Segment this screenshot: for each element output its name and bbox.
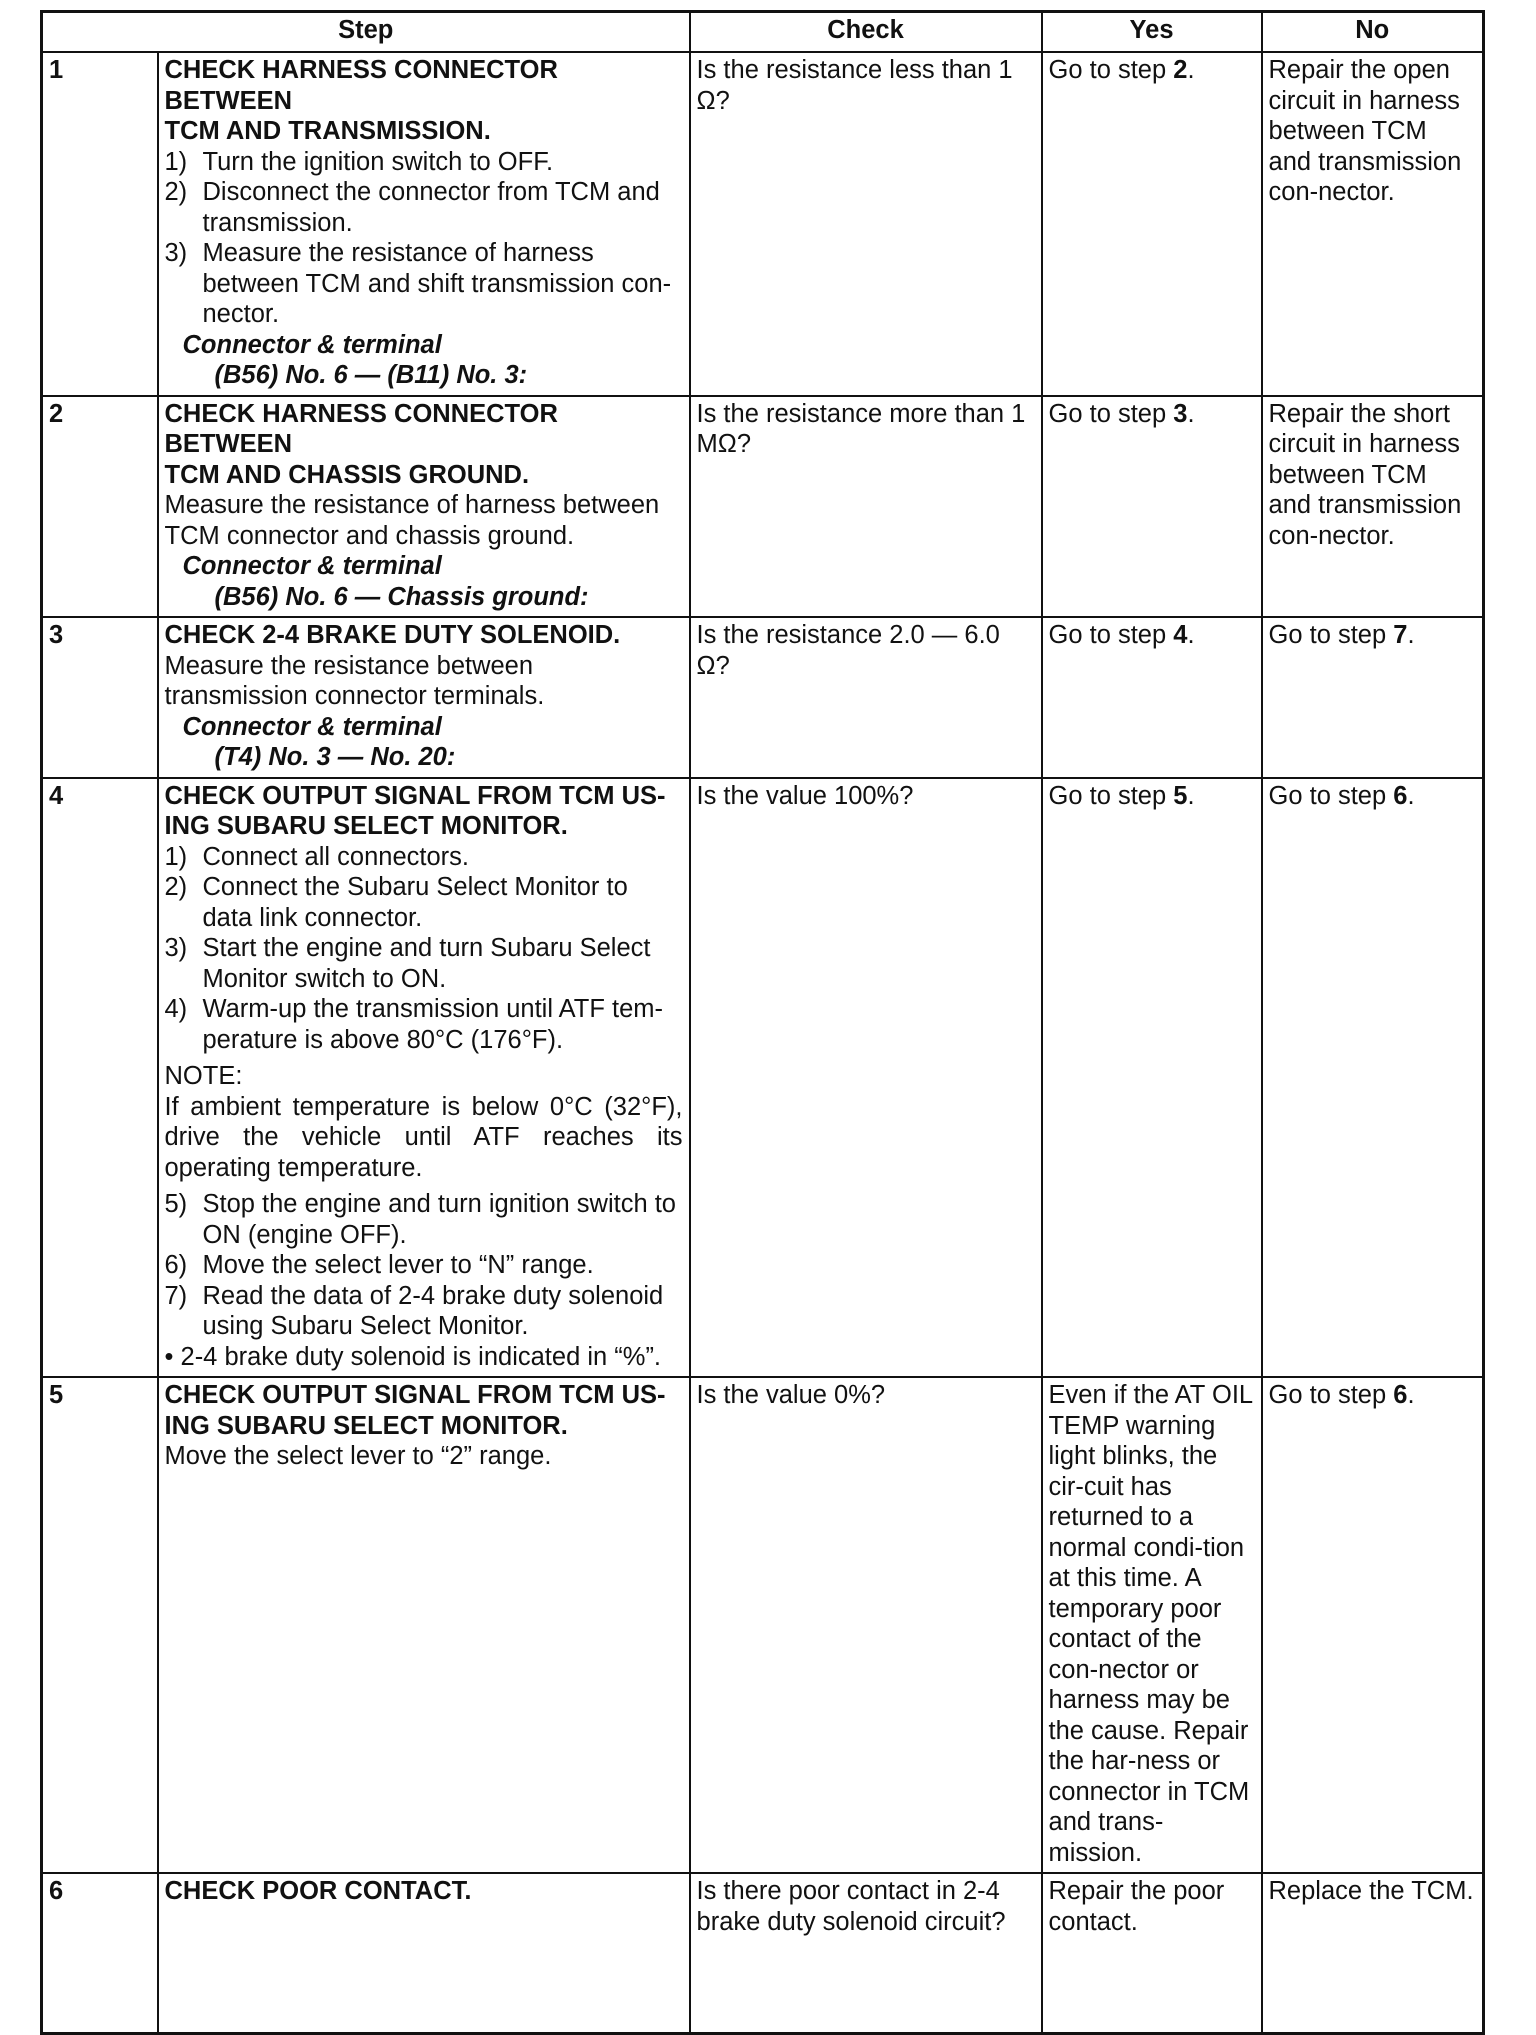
header-row bbox=[42, 12, 1484, 53]
no-cell: Go to step 7. bbox=[1262, 617, 1484, 778]
step-description bbox=[158, 1873, 690, 2033]
yes-cell: Go to step 4. bbox=[1042, 617, 1262, 778]
step-body: Measure the resistance of harness between TCM connector and chassis ground. bbox=[164, 491, 660, 550]
step-description bbox=[158, 1377, 690, 1873]
table-row bbox=[42, 396, 1484, 618]
note-label: NOTE: bbox=[164, 1062, 243, 1090]
check-cell: Is the value 100%? bbox=[690, 778, 1042, 1378]
header-yes: Yes bbox=[1042, 12, 1262, 53]
step-description bbox=[158, 778, 690, 1378]
step-number: 6 bbox=[42, 1873, 158, 2033]
check-cell: Is the value 0%? bbox=[690, 1377, 1042, 1873]
step-number: 1 bbox=[42, 52, 158, 396]
no-cell: Replace the TCM. bbox=[1262, 1873, 1484, 2033]
no-cell: Repair the open circuit in harness between TCM and transmission con-nector. bbox=[1262, 52, 1484, 396]
diagnostic-table bbox=[40, 10, 1485, 2035]
list-item: 1) Connect all connectors. bbox=[164, 842, 469, 871]
list-item: 6) Move the select lever to “N” range. bbox=[164, 1251, 594, 1279]
step-title: CHECK 2-4 BRAKE DUTY SOLENOID. bbox=[164, 621, 621, 649]
step-title: CHECK HARNESS CONNECTOR BETWEEN TCM AND TRANSMISSION. bbox=[164, 56, 558, 145]
connector-value: (B56) No. 6 — Chassis ground: bbox=[214, 582, 589, 611]
check-cell: Is there poor contact in 2-4 brake duty solenoid circuit? bbox=[690, 1873, 1042, 2033]
list-item: 4) Warm-up the transmission until ATF tem-perature is above 80°C (176°F). bbox=[164, 995, 664, 1054]
yes-cell: Repair the poor contact. bbox=[1042, 1873, 1262, 2033]
step-description bbox=[158, 396, 690, 618]
step-title: CHECK OUTPUT SIGNAL FROM TCM US- ING SUBARU SELECT MONITOR. bbox=[164, 781, 666, 840]
table-row bbox=[42, 52, 1484, 396]
step-description bbox=[158, 52, 690, 396]
procedure-list bbox=[165, 1189, 683, 1342]
yes-cell: Go to step 5. bbox=[1042, 778, 1262, 1378]
yes-cell: Go to step 3. bbox=[1042, 396, 1262, 618]
step-description bbox=[158, 617, 690, 778]
list-item: 2) Connect the Subaru Select Monitor to data link connector. bbox=[164, 873, 628, 932]
table-row bbox=[42, 1377, 1484, 1873]
step-title: CHECK POOR CONTACT. bbox=[164, 1877, 472, 1905]
connector-value: (T4) No. 3 — No. 20: bbox=[214, 743, 456, 771]
yes-cell: Go to step 2. bbox=[1042, 52, 1262, 396]
check-cell: Is the resistance more than 1 MΩ? bbox=[690, 396, 1042, 618]
step-number: 5 bbox=[42, 1377, 158, 1873]
connector-label: Connector & terminal bbox=[182, 712, 442, 741]
step-number: 4 bbox=[42, 778, 158, 1378]
check-cell: Is the resistance less than 1 Ω? bbox=[690, 52, 1042, 396]
check-cell: Is the resistance 2.0 — 6.0 Ω? bbox=[690, 617, 1042, 778]
note-block bbox=[165, 1061, 683, 1183]
bullet-note: • 2-4 brake duty solenoid is indicated in “%”. bbox=[164, 1342, 662, 1371]
list-item: 3) Start the engine and turn Subaru Select Monitor switch to ON. bbox=[164, 934, 651, 993]
step-number: 2 bbox=[42, 396, 158, 618]
table-row bbox=[42, 778, 1484, 1378]
procedure-list bbox=[165, 147, 683, 330]
header-check: Check bbox=[690, 12, 1042, 53]
step-body: Move the select lever to “2” range. bbox=[164, 1442, 552, 1470]
list-item: 7) Read the data of 2-4 brake duty solenoid using Subaru Select Monitor. bbox=[164, 1281, 664, 1340]
note-text: If ambient temperature is below 0°C (32°F), drive the vehicle until ATF reaches its operating temperature. bbox=[164, 1092, 683, 1182]
list-item: 1) Turn the ignition switch to OFF. bbox=[164, 147, 554, 176]
no-cell: Go to step 6. bbox=[1262, 1377, 1484, 1873]
step-title: CHECK HARNESS CONNECTOR BETWEEN TCM AND CHASSIS GROUND. bbox=[164, 399, 558, 489]
table-row bbox=[42, 617, 1484, 778]
list-item: 5) Stop the engine and turn ignition switch to ON (engine OFF). bbox=[164, 1190, 676, 1249]
list-item: 2) Disconnect the connector from TCM and transmission. bbox=[164, 178, 660, 237]
step-body: Measure the resistance between transmission connector terminals. bbox=[164, 651, 545, 710]
header-step: Step bbox=[42, 12, 690, 53]
table-row bbox=[42, 1873, 1484, 2033]
connector-value: (B56) No. 6 — (B11) No. 3: bbox=[214, 361, 528, 389]
connector-label: Connector & terminal bbox=[182, 552, 442, 580]
connector-label: Connector & terminal bbox=[182, 330, 442, 359]
no-cell: Repair the short circuit in harness between TCM and transmission con-nector. bbox=[1262, 396, 1484, 618]
no-cell: Go to step 6. bbox=[1262, 778, 1484, 1378]
yes-cell: Even if the AT OIL TEMP warning light blinks, the cir-cuit has returned to a normal condi-tion at this time. A temporary poor contact of the con-nector or harness may be the cause. Repair the har-ness or connector in TCM and trans-mission. bbox=[1042, 1377, 1262, 1873]
step-title: CHECK OUTPUT SIGNAL FROM TCM US- ING SUBARU SELECT MONITOR. bbox=[164, 1381, 666, 1440]
list-item: 3) Measure the resistance of harness between TCM and shift transmission con-nector. bbox=[164, 239, 672, 328]
header-no: No bbox=[1262, 12, 1484, 53]
procedure-list bbox=[165, 842, 683, 1056]
step-number: 3 bbox=[42, 617, 158, 778]
